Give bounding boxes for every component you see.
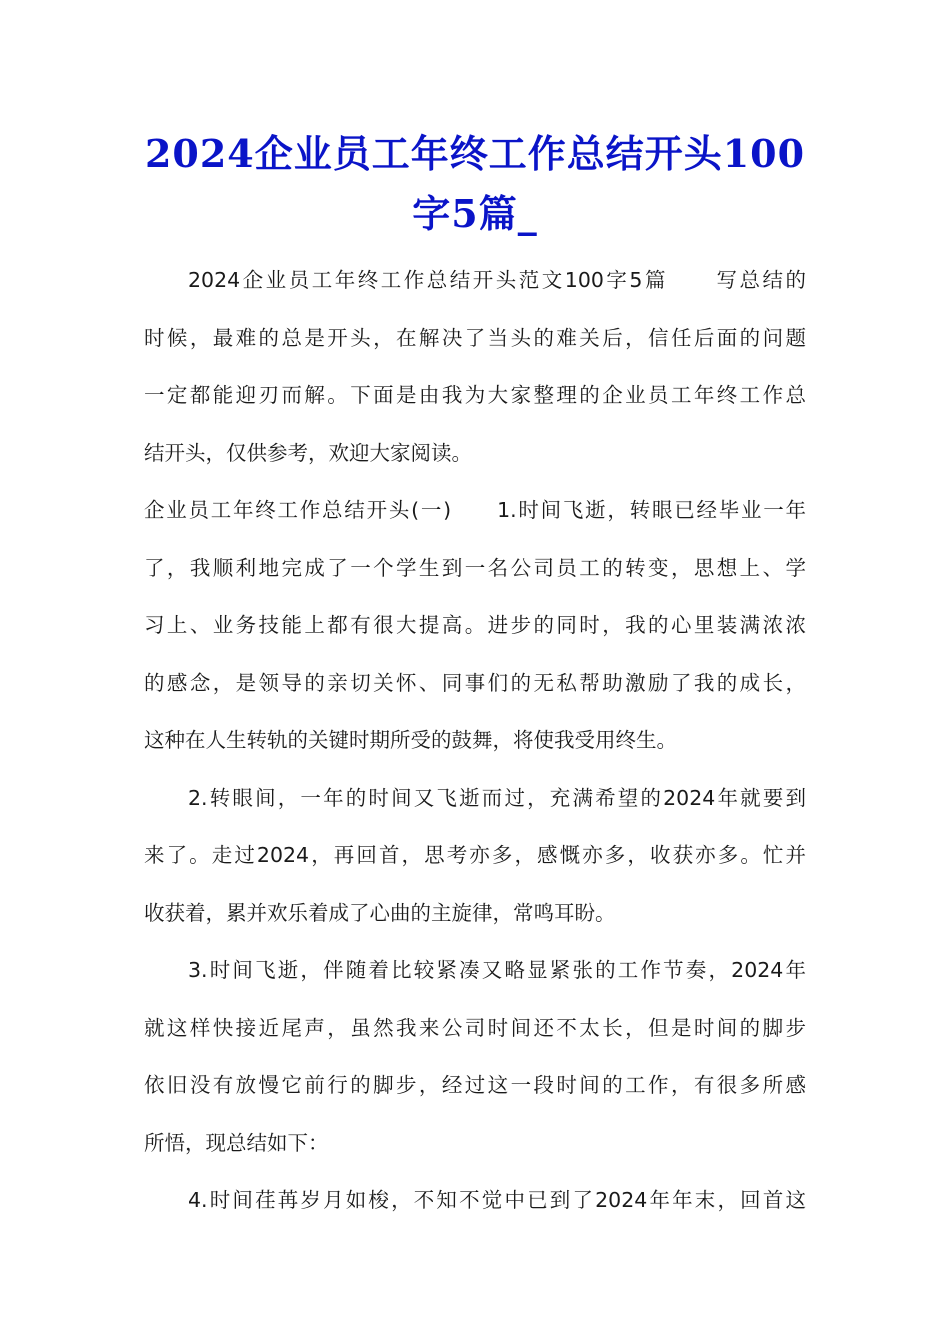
title-line-1: 2024企业员工年终工作总结开头100 bbox=[144, 131, 806, 176]
text-line: 了，我顺利地完成了一个学生到一名公司员工的转变，思想上、学 bbox=[144, 555, 806, 580]
text-segment: 1.时间飞逝，转眼已经毕业一年 bbox=[497, 498, 806, 522]
title-line-2: 字5篇_ bbox=[412, 191, 538, 236]
text-line: 一定都能迎刃而解。下面是由我为大家整理的企业员工年终工作总 bbox=[144, 383, 806, 407]
text-line: 收获着，累并欢乐着成了心曲的主旋律，常鸣耳盼。 bbox=[144, 900, 616, 925]
text-line: 来了。走过2024，再回首，思考亦多，感慨亦多，收获亦多。忙并 bbox=[144, 843, 806, 867]
text-line: 4.时间荏苒岁月如梭，不知不觉中已到了2024年年末，回首这 bbox=[188, 1188, 806, 1212]
text-line: 习上、业务技能上都有很大提高。进步的同时，我的心里装满浓浓 bbox=[144, 613, 806, 637]
text-line bbox=[144, 482, 806, 540]
text-line: 依旧没有放慢它前行的脚步，经过这一段时间的工作，有很多所感 bbox=[144, 1073, 806, 1097]
text-segment: 2024企业员工年终工作总结开头范文100字5篇 bbox=[188, 268, 668, 292]
text-line: 就这样快接近尾声，虽然我来公司时间还不太长，但是时间的脚步 bbox=[144, 1015, 806, 1040]
document-title bbox=[120, 124, 830, 244]
text-line: 2.转眼间，一年的时间又飞逝而过，充满希望的2024年就要到 bbox=[188, 785, 806, 810]
text-line: 结开头，仅供参考，欢迎大家阅读。 bbox=[144, 440, 472, 465]
text-line: 时候，最难的总是开头，在解决了当头的难关后，信任后面的问题 bbox=[144, 325, 806, 350]
text-line: 这种在人生转轨的关键时期所受的鼓舞，将使我受用终生。 bbox=[144, 728, 677, 752]
text-line: 3.时间飞逝，伴随着比较紧凑又略显紧张的工作节奏，2024年 bbox=[188, 958, 806, 982]
text-segment: 写总结的 bbox=[713, 268, 806, 292]
text-line: 所悟，现总结如下： bbox=[144, 1130, 329, 1155]
section-heading: 企业员工年终工作总结开头(一) bbox=[144, 498, 452, 522]
document-body bbox=[144, 252, 806, 1230]
text-line: 的感念，是领导的亲切关怀、同事们的无私帮助激励了我的成长， bbox=[144, 670, 806, 695]
text-line bbox=[144, 252, 806, 310]
